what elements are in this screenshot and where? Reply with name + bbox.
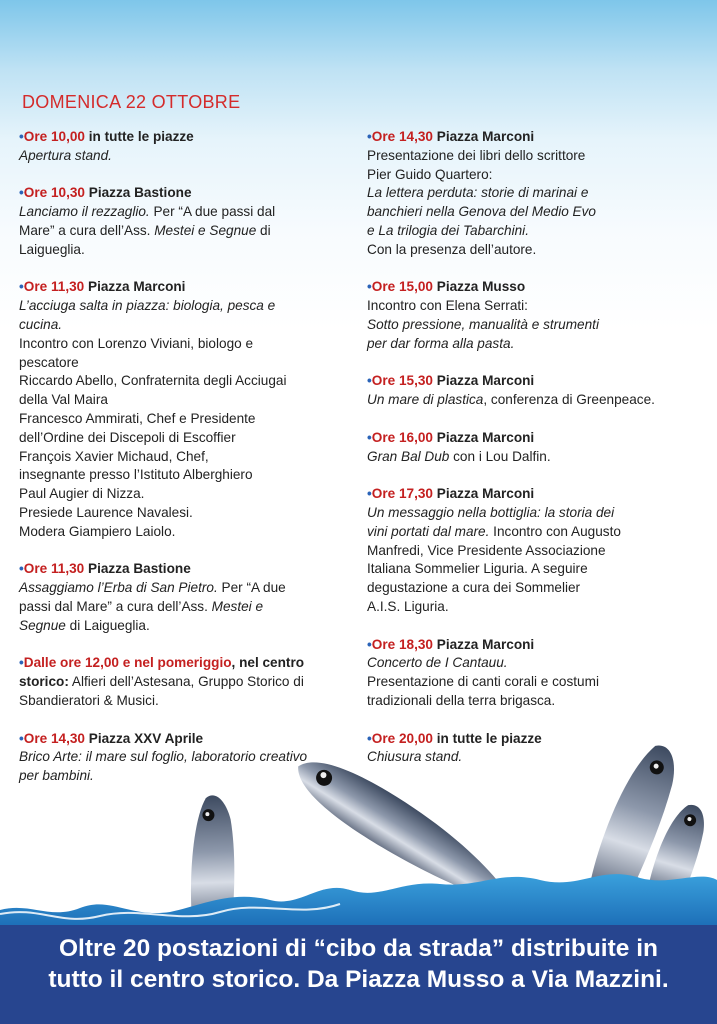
event-time: Dalle ore 12,00 e nel pomeriggio (23, 655, 232, 671)
text-segment: Mestei e Segnue (154, 222, 257, 238)
event-place: in tutte le piazze (432, 730, 542, 746)
event-description-line (367, 673, 707, 692)
day-title: DOMENICA 22 OTTOBRE (22, 92, 241, 112)
text-segment: Paul Augier di Nizza. (19, 486, 145, 502)
text-segment: Gran Bal Dub (367, 448, 450, 464)
event-heading (19, 278, 349, 297)
text-segment: Presentazione dei libri dello scrittore (367, 147, 586, 163)
text-segment: L’acciuga salta in piazza: biologia, pesca e (19, 298, 276, 314)
event-description-line (19, 335, 349, 354)
event-place: Piazza Marconi (432, 129, 535, 144)
event-item (367, 636, 707, 711)
event-description-line (367, 598, 707, 617)
event-time: Ore 16,00 (371, 429, 433, 445)
event-item (19, 278, 349, 541)
event-place: Piazza Marconi (432, 486, 535, 502)
text-segment: Alfieri dell’Astesana, Gruppo Storico di (68, 674, 304, 690)
event-description-line (19, 466, 349, 485)
event-description-line (367, 542, 707, 561)
text-segment: Modera Giampiero Laiolo. (19, 523, 176, 539)
event-description-line (367, 654, 707, 673)
event-item (367, 429, 707, 467)
event-heading (367, 485, 707, 504)
event-item (19, 128, 349, 166)
event-description-line (367, 241, 707, 260)
text-segment: Presentazione di canti corali e costumi (367, 674, 599, 690)
event-description-line (367, 203, 707, 222)
event-time: Ore 15,00 (371, 279, 433, 295)
event-time: Ore 14,30 (23, 730, 85, 746)
text-segment: per bambini. (19, 768, 94, 784)
event-description-line (19, 429, 349, 448)
footer-banner-text (0, 933, 717, 995)
wave-decoration (0, 874, 717, 926)
event-place: Piazza Marconi (84, 279, 186, 295)
event-description-line (367, 166, 707, 185)
event-place: Piazza XXV Aprile (84, 730, 204, 746)
event-heading (19, 560, 349, 579)
event-description-line (19, 617, 349, 636)
text-segment: A.I.S. Liguria. (367, 598, 449, 614)
event-description-line (367, 448, 707, 467)
event-heading (19, 128, 349, 147)
event-item (19, 654, 349, 710)
event-description-line (367, 316, 707, 335)
text-segment: Riccardo Abello, Confraternita degli Acciugai (19, 373, 287, 389)
event-time: Ore 11,30 (23, 279, 85, 295)
event-description-line (367, 335, 707, 354)
text-segment: banchieri nella Genova del Medio Evo (367, 204, 596, 220)
text-segment: dell’Ordine dei Discepoli di Escoffier (19, 429, 236, 445)
text-segment: storico: (19, 674, 69, 690)
event-description-line (19, 485, 349, 504)
event-description-line (367, 391, 707, 410)
event-time: Ore 14,30 (371, 129, 433, 144)
event-item (367, 372, 707, 410)
text-segment: insegnante presso l’Istituto Alberghiero (19, 467, 253, 483)
text-segment: Lanciamo il rezzaglio. (19, 204, 150, 220)
text-segment: Con la presenza dell’autore. (367, 241, 537, 257)
event-time: Ore 10,00 (23, 129, 85, 144)
event-heading (367, 636, 707, 655)
event-description-line (367, 523, 707, 542)
bullet-icon: • (19, 185, 24, 201)
event-item (367, 278, 707, 353)
text-segment: Sbandieratori & Musici. (19, 692, 159, 708)
event-description-line (19, 316, 349, 335)
event-description-line (19, 354, 349, 373)
event-heading (19, 654, 349, 673)
text-segment: François Xavier Michaud, Chef, (19, 448, 209, 464)
event-time: Ore 11,30 (23, 561, 85, 577)
text-segment: Manfredi, Vice Presidente Associazione (367, 542, 606, 558)
bullet-icon: • (19, 279, 24, 295)
text-segment: Per “A due passi dal (149, 204, 276, 220)
text-segment: con i Lou Dalfin. (449, 448, 551, 464)
bullet-icon: • (367, 373, 372, 389)
event-place: Piazza Bastione (84, 185, 192, 201)
text-segment: Brico Arte: il mare sul foglio, laboratorio creativo (19, 749, 308, 765)
text-segment: Apertura stand. (19, 147, 112, 163)
event-description-line (19, 410, 349, 429)
text-segment: Segnue (19, 617, 66, 633)
text-segment: La lettera perduta: storie di marinai e (367, 185, 589, 201)
bullet-icon: • (367, 636, 372, 652)
text-segment: Pier Guido Quartero: (367, 166, 493, 182)
text-segment: vini portati dal mare. (367, 523, 490, 539)
event-time: Ore 15,30 (371, 373, 433, 389)
text-segment: degustazione a cura dei Sommelier (367, 580, 581, 596)
event-item (367, 128, 707, 260)
event-place: Piazza Bastione (84, 561, 191, 577)
event-description-line (19, 297, 349, 316)
text-segment: della Val Maira (19, 392, 108, 408)
event-description-line (367, 147, 707, 166)
event-description-line (19, 391, 349, 410)
event-description-line (19, 147, 349, 166)
bullet-icon: • (19, 655, 24, 671)
event-description-line (19, 504, 349, 523)
text-segment: Sotto pressione, manualità e strumenti (367, 316, 599, 332)
event-description-line (19, 448, 349, 467)
text-segment: di (256, 222, 271, 238)
text-segment: Un messaggio nella bottiglia: la storia dei (367, 504, 615, 520)
event-description-line (19, 692, 349, 711)
bullet-icon: • (367, 730, 372, 746)
text-segment: per dar forma alla pasta. (367, 335, 515, 351)
event-description-line (367, 579, 707, 598)
program-column-right (367, 128, 707, 786)
text-segment: e La trilogia dei Tabarchini. (367, 222, 529, 238)
event-heading (19, 184, 349, 203)
event-heading (367, 429, 707, 448)
event-heading (367, 372, 707, 391)
event-description-line (367, 184, 707, 203)
program-column-left (19, 128, 349, 805)
event-place: , nel centro (231, 655, 305, 671)
event-place: Piazza Marconi (432, 373, 535, 389)
event-description-line (19, 579, 349, 598)
text-segment: Presiede Laurence Navalesi. (19, 504, 193, 520)
event-description-line (367, 692, 707, 711)
text-segment: passi dal Mare” a cura dell’Ass. (19, 598, 212, 614)
event-description-line (367, 560, 707, 579)
text-segment: di Laigueglia. (65, 617, 150, 633)
text-segment: Incontro con Augusto (489, 523, 621, 539)
event-description-line (19, 598, 349, 617)
text-segment: Laigueglia. (19, 241, 85, 257)
text-segment: Concerto de I Cantauu. (367, 655, 508, 671)
event-description-line (367, 297, 707, 316)
bullet-icon: • (19, 561, 24, 577)
event-time: Ore 17,30 (371, 486, 433, 502)
text-segment: Chiusura stand. (367, 749, 463, 765)
event-description-line (19, 222, 349, 241)
event-time: Ore 20,00 (371, 730, 433, 746)
banner-line-1: Oltre 20 postazioni di “cibo da strada” distribuite in (59, 935, 658, 962)
text-segment: Mare” a cura dell’Ass. (19, 222, 155, 238)
text-segment: Mestei e (211, 598, 264, 614)
event-place: in tutte le piazze (84, 129, 194, 144)
event-description-line (19, 372, 349, 391)
event-description-line (367, 222, 707, 241)
event-heading (367, 278, 707, 297)
text-segment: Italiana Sommelier Liguria. A seguire (367, 561, 588, 577)
event-description-line (19, 241, 349, 260)
bullet-icon: • (19, 129, 24, 144)
text-segment: Incontro con Elena Serrati: (367, 298, 528, 314)
event-description-line (367, 504, 707, 523)
text-segment: Francesco Ammirati, Chef e Presidente (19, 410, 256, 426)
event-item (367, 485, 707, 617)
banner-line-2: tutto il centro storico. Da Piazza Musso a Via Mazzini. (48, 966, 669, 993)
text-segment: pescatore (19, 354, 79, 370)
event-item (19, 560, 349, 635)
event-time: Ore 10,30 (23, 185, 85, 201)
event-description-line (19, 523, 349, 542)
text-segment: Per “A due (217, 580, 286, 596)
text-segment: cucina. (19, 316, 63, 332)
event-place: Piazza Musso (432, 279, 526, 295)
text-segment: Assaggiamo l’Erba di San Pietro. (19, 580, 218, 596)
event-heading (367, 128, 707, 147)
bullet-icon: • (367, 486, 372, 502)
event-description-line (19, 203, 349, 222)
event-place: Piazza Marconi (432, 636, 535, 652)
event-place: Piazza Marconi (432, 429, 535, 445)
text-segment: , conferenza di Greenpeace. (483, 392, 655, 408)
text-segment: Incontro con Lorenzo Viviani, biologo e (19, 335, 254, 351)
text-segment: tradizionali della terra brigasca. (367, 692, 556, 708)
bullet-icon: • (367, 429, 372, 445)
bullet-icon: • (367, 279, 372, 295)
event-description-line (19, 673, 349, 692)
event-time: Ore 18,30 (371, 636, 433, 652)
text-segment: Un mare di plastica (367, 392, 484, 408)
bullet-icon: • (367, 129, 372, 144)
event-item (19, 184, 349, 259)
bullet-icon: • (19, 730, 24, 746)
